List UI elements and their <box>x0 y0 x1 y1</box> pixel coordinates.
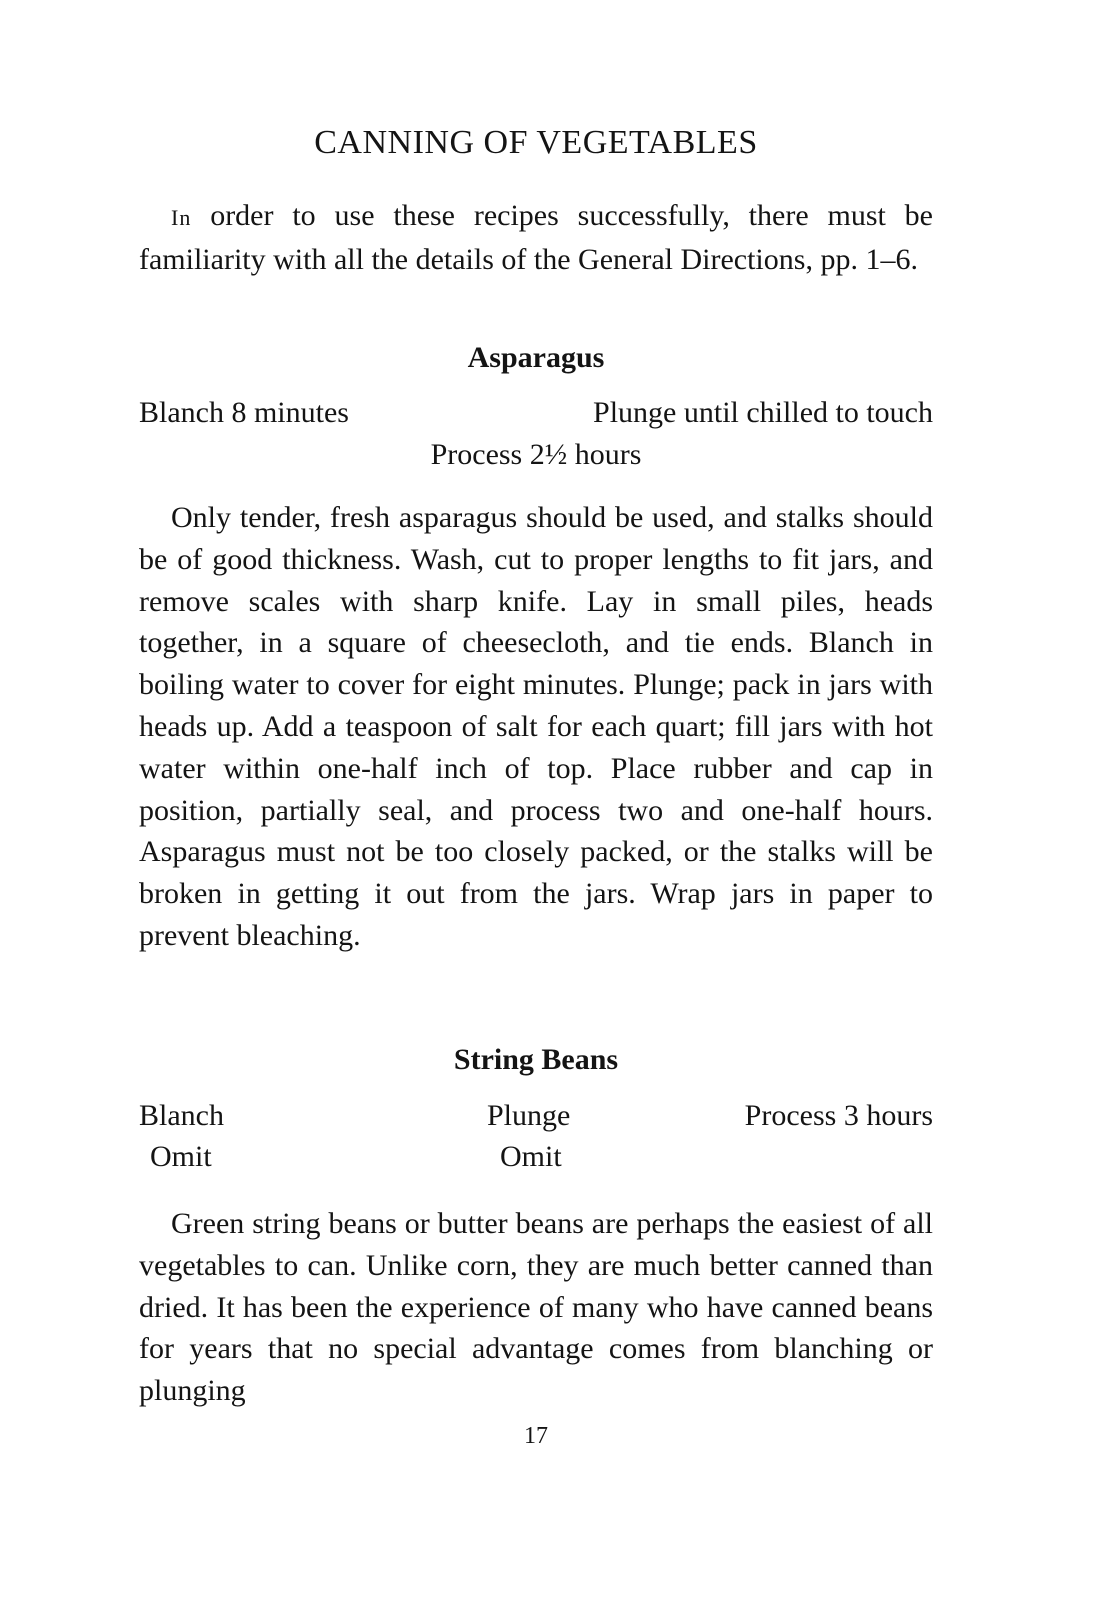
asparagus-timing-row-2 <box>139 438 933 478</box>
asparagus-process-time: Process 2½ hours <box>430 438 642 471</box>
beans-blanch-value: Omit <box>150 1140 212 1173</box>
beans-blanch-label: Blanch <box>139 1099 224 1132</box>
asparagus-plunge-instruction: Plunge until chilled to touch <box>593 396 933 429</box>
string-beans-body-paragraph <box>139 1203 933 1412</box>
intro-paragraph <box>139 195 933 281</box>
string-beans-body-text: Green string beans or butter beans are perhaps the easiest of all vegetables to can. Unlike corn, they are much better canned than dried. It has been the experience of many who have canned beans for years that no special advantage comes from blanching or plunging <box>139 1207 933 1408</box>
intro-text: order to use these recipes successfully, there must be familiarity with all the details of the General Directions, pp. 1–6. <box>139 199 933 276</box>
section-heading-asparagus: Asparagus <box>467 341 605 374</box>
page-title: CANNING OF VEGETABLES <box>314 124 758 161</box>
beans-plunge-value: Omit <box>500 1140 562 1173</box>
book-page <box>139 0 933 1600</box>
beans-process-time: Process 3 hours <box>744 1099 933 1132</box>
asparagus-timing-row-1 <box>139 396 933 436</box>
beans-timing-row-2 <box>139 1140 933 1180</box>
section-heading-string-beans: String Beans <box>453 1043 619 1076</box>
beans-timing-row-1 <box>139 1099 933 1139</box>
asparagus-blanch-time: Blanch 8 minutes <box>139 396 349 429</box>
page-number: 17 <box>524 1423 548 1449</box>
asparagus-body-text: Only tender, fresh asparagus should be used, and stalks should be of good thickness. Wash, cut to proper lengths to fit jars, and remove scales with sharp knife. Lay in small piles, heads together, in a square of cheesecloth, and tie ends. Blanch in boiling water to cover for eight minutes. Plunge; pack in jars with heads up. Add a teaspoon of salt for each quart; fill jars with hot water within one-half inch of top. Place rubber and cap in position, partially seal, and process two and one-half hours. Asparagus must not be too closely packed, or the stalks will be broken in getting it out from the jars. Wrap jars in paper to prevent bleaching. <box>139 501 933 952</box>
beans-plunge-label: Plunge <box>487 1099 571 1132</box>
intro-smallcaps-word: In <box>171 205 192 230</box>
asparagus-body-paragraph <box>139 497 933 957</box>
